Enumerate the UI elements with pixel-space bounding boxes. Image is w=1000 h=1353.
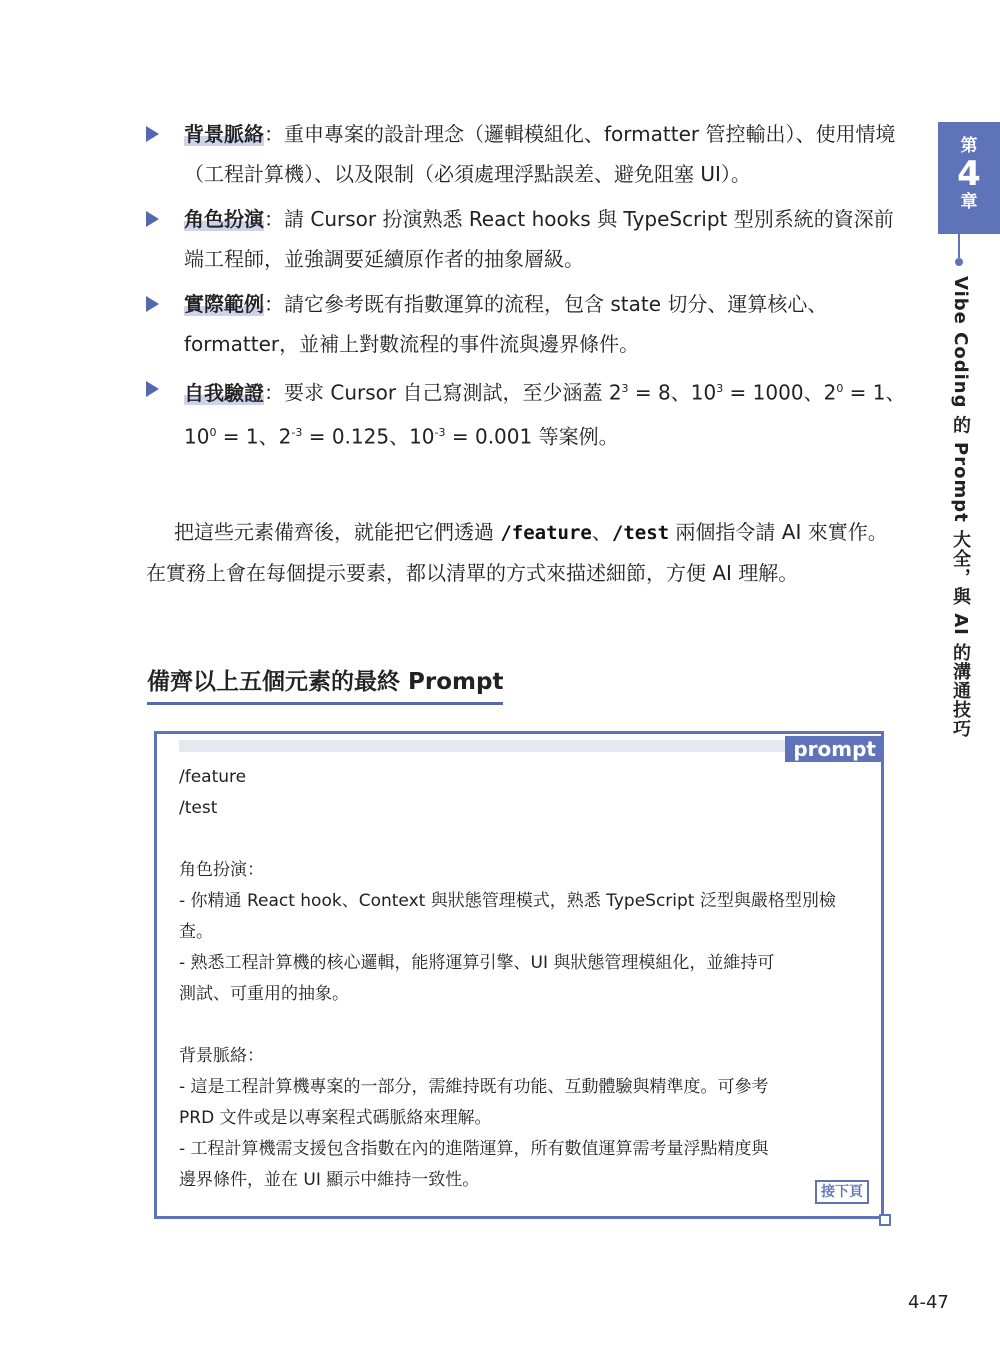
bullet-text: ：請 Cursor 扮演熟悉 React hooks 與 TypeScript 型別系統的資深前端工程師，並強調要延續原作者的抽象層級。 bbox=[184, 207, 894, 271]
bullet-list bbox=[146, 114, 906, 461]
prompt-line: 查。 bbox=[179, 922, 213, 942]
verify-text: ：要求 Cursor 自己寫測試，至少涵蓋 2 bbox=[264, 380, 622, 405]
para-text: 把這些元素備齊後，就能把它們透過 bbox=[174, 520, 501, 544]
prompt-line: 角色扮演： bbox=[179, 860, 264, 880]
bullet-item-verify bbox=[146, 369, 906, 456]
page-number: 4-47 bbox=[908, 1292, 949, 1313]
chapter-label-top: 第 bbox=[960, 136, 978, 156]
bullet-term: 實際範例 bbox=[184, 292, 264, 316]
arrow-icon bbox=[146, 211, 159, 227]
prompt-content bbox=[179, 762, 869, 1196]
exponent: 0 bbox=[836, 382, 844, 395]
side-line bbox=[958, 234, 960, 258]
verify-text: = 1、2 bbox=[216, 424, 292, 449]
bullet-item bbox=[146, 199, 906, 279]
chapter-tab bbox=[938, 122, 1000, 234]
body-paragraph bbox=[146, 512, 894, 593]
prompt-line: 邊界條件，並在 UI 顯示中維持一致性。 bbox=[179, 1170, 480, 1190]
side-dot bbox=[955, 258, 963, 266]
exponent: 0 bbox=[209, 425, 217, 439]
corner-mark bbox=[879, 1214, 891, 1226]
chapter-label-bottom: 章 bbox=[960, 192, 978, 212]
prompt-line: PRD 文件或是以專案程式碼脈絡來理解。 bbox=[179, 1108, 492, 1128]
para-text: 、 bbox=[591, 520, 612, 544]
prompt-line: - 工程計算機需支援包含指數在內的進階運算，所有數值運算需考量浮點精度與 bbox=[179, 1139, 769, 1159]
verify-text: = 1000、2 bbox=[723, 380, 837, 405]
prompt-box bbox=[154, 731, 884, 1219]
prompt-line bbox=[179, 824, 869, 855]
prompt-line: /feature bbox=[179, 767, 247, 787]
prompt-box-header-bar bbox=[179, 740, 785, 752]
section-title: 備齊以上五個元素的最終 Prompt bbox=[147, 663, 503, 705]
arrow-icon bbox=[146, 296, 159, 312]
exponent: -3 bbox=[291, 425, 303, 439]
bullet-term: 自我驗證 bbox=[184, 380, 264, 405]
chapter-number: 4 bbox=[957, 154, 981, 194]
prompt-tag: prompt bbox=[785, 736, 884, 762]
prompt-line bbox=[179, 1010, 869, 1041]
bullet-term: 背景脈絡 bbox=[184, 122, 264, 146]
prompt-line: - 這是工程計算機專案的一部分，需維持既有功能、互動體驗與精準度。可參考 bbox=[179, 1077, 769, 1097]
verify-text: = 0.125、10 bbox=[302, 424, 435, 449]
prompt-line: 測試、可重用的抽象。 bbox=[179, 984, 349, 1004]
prompt-line: /test bbox=[179, 798, 218, 818]
exponent: 3 bbox=[621, 382, 629, 395]
bullet-text: ：請它參考既有指數運算的流程，包含 state 切分、運算核心、formatter，並補上對數流程的事件流與邊界條件。 bbox=[184, 292, 828, 356]
para-text: 兩個指令請 AI 來實作。在實務上會在每個提示要素，都以清單的方式來描述細節，方便 AI 理解。 bbox=[146, 520, 888, 585]
arrow-icon bbox=[146, 381, 159, 397]
command-code: /feature bbox=[500, 522, 592, 544]
chapter-side-title: Vibe Coding 的 Prompt 大全，與 AI 的溝通技巧 bbox=[950, 276, 971, 739]
prompt-line: 背景脈絡： bbox=[179, 1046, 264, 1066]
arrow-icon bbox=[146, 126, 159, 142]
next-page-tag: 接下頁 bbox=[815, 1180, 869, 1204]
verify-text: = 0.001 等案例。 bbox=[445, 424, 619, 449]
command-code: /test bbox=[611, 522, 670, 544]
bullet-item bbox=[146, 114, 906, 194]
exponent: 3 bbox=[716, 382, 724, 395]
prompt-line: - 你精通 React hook、Context 與狀態管理模式，熟悉 TypeScript 泛型與嚴格型別檢 bbox=[179, 891, 836, 911]
bullet-text: ：重申專案的設計理念（邏輯模組化、formatter 管控輸出）、使用情境（工程計算機）、以及限制（必須處理浮點誤差、避免阻塞 UI）。 bbox=[184, 122, 896, 186]
exponent: -3 bbox=[434, 425, 446, 439]
verify-text: = 8、10 bbox=[628, 380, 717, 405]
bullet-term: 角色扮演 bbox=[184, 207, 264, 231]
bullet-item bbox=[146, 284, 906, 364]
verify-text: = 1、10 bbox=[184, 380, 906, 449]
prompt-line: - 熟悉工程計算機的核心邏輯，能將運算引擎、UI 與狀態管理模組化，並維持可 bbox=[179, 953, 775, 973]
